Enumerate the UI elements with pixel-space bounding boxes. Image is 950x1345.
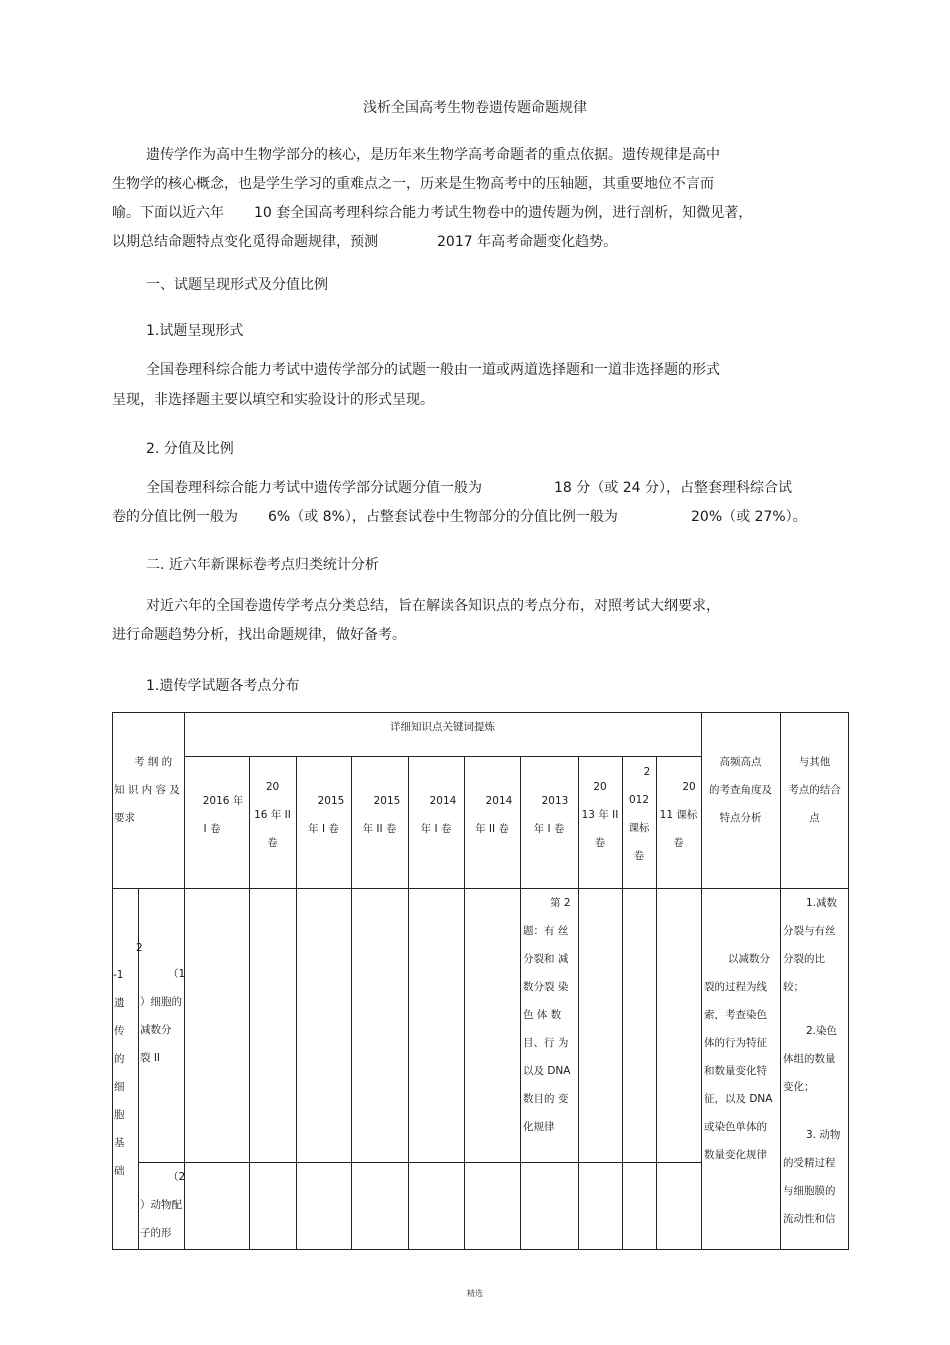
table-hline bbox=[138, 1162, 701, 1163]
header-year-2012: 012 bbox=[628, 794, 650, 806]
row1-feature: 数量变化规律 bbox=[704, 1149, 767, 1161]
group-label: -1 bbox=[113, 969, 124, 981]
table-hline bbox=[184, 756, 701, 757]
intro-line-3b: 10 套全国高考理科综合能力考试生物卷中的遗传题为例，进行剖析，知微见著， bbox=[254, 205, 753, 221]
row1-feature: 以减数分 bbox=[728, 953, 770, 965]
row1-relation: 流动性和信 bbox=[783, 1213, 836, 1225]
row1-2013-cell: 第 2 bbox=[550, 897, 571, 909]
header-feature: 特点分析 bbox=[719, 812, 762, 824]
header-year-2013-i: 年 I 卷 bbox=[533, 823, 565, 835]
group-label: 细 bbox=[114, 1081, 125, 1093]
group-label: 传 bbox=[114, 1025, 125, 1037]
table-vline bbox=[656, 756, 657, 1250]
table-vline bbox=[249, 756, 250, 1250]
row1-feature: 或染色单体的 bbox=[704, 1121, 767, 1133]
sub2-line-2b: 6%（或 8%），占整套试卷中生物部分的分值比例一般为 bbox=[268, 509, 618, 525]
header-year-2014-i: 年 I 卷 bbox=[420, 823, 452, 835]
intro-line-1: 遗传学作为高中生物学部分的核心，是历年来生物学高考命题者的重点依据。遗传规律是高中 bbox=[146, 147, 720, 163]
header-year-2014-ii: 年 II 卷 bbox=[475, 823, 509, 835]
header-year-2016-ii: 20 bbox=[265, 781, 280, 793]
intro-line-3a: 喻。下面以近六年 bbox=[112, 205, 224, 221]
header-relation: 点 bbox=[809, 812, 820, 824]
header-year-2012: 2 bbox=[643, 766, 651, 778]
table-vline bbox=[578, 756, 579, 1250]
row1-2013-cell: 数目的 变 bbox=[523, 1093, 569, 1105]
row1-relation: 体组的数量 bbox=[783, 1053, 836, 1065]
header-year-2013-ii: 卷 bbox=[594, 837, 606, 849]
row1-feature: 和数量变化特 bbox=[704, 1065, 767, 1077]
row1-relation: 与细胞膜的 bbox=[783, 1185, 836, 1197]
row1-relation: 1.减数 bbox=[806, 897, 838, 909]
row1-topic: （1 bbox=[168, 968, 186, 980]
row1-topic: ）细胞的 bbox=[140, 996, 182, 1008]
section2-line-2: 进行命题趋势分析，找出命题规律，做好备考。 bbox=[112, 627, 406, 643]
row1-relation: 变化； bbox=[783, 1081, 815, 1093]
sub1-line-2: 呈现，非选择题主要以填空和实验设计的形式呈现。 bbox=[112, 392, 434, 408]
sub2-line-2c: 20%（或 27%）。 bbox=[691, 509, 807, 525]
group-label: 的 bbox=[114, 1053, 125, 1065]
header-year-2016-ii: 卷 bbox=[267, 837, 278, 849]
row1-relation: 分裂的比 bbox=[783, 953, 825, 965]
row1-feature: 征，以及 DNA bbox=[704, 1093, 773, 1105]
intro-line-2: 生物学的核心概念，也是学生学习的重难点之一，历来是生物高考中的压轴题，其重要地位不言而 bbox=[112, 176, 714, 192]
sub2-line-2a: 卷的分值比例一般为 bbox=[112, 509, 238, 525]
header-year-2015-ii: 2015 bbox=[373, 795, 401, 807]
table-hline bbox=[112, 888, 849, 889]
header-year-2012: 卷 bbox=[633, 850, 645, 862]
row1-2013-cell: 以及 DNA bbox=[523, 1065, 571, 1077]
row1-2013-cell: 化规律 bbox=[523, 1121, 555, 1133]
header-year-2013-ii: 20 bbox=[593, 781, 607, 793]
header-year-2013-ii: 13 年 II bbox=[581, 809, 619, 821]
header-year-2014-i: 2014 bbox=[429, 795, 457, 807]
intro-line-4a: 以期总结命题特点变化觅得命题规律，预测 bbox=[112, 234, 378, 250]
page-footer: 精选 bbox=[467, 1289, 483, 1298]
row1-feature: 索，考查染色 bbox=[704, 1009, 767, 1021]
header-relation: 考点的结合 bbox=[788, 784, 841, 796]
row2-topic: 子的形 bbox=[140, 1227, 172, 1239]
header-year-2011: 20 bbox=[682, 781, 696, 793]
row1-topic: 裂 II bbox=[140, 1052, 161, 1064]
header-year-2015-i: 2015 bbox=[317, 795, 345, 807]
header-year-2013-i: 2013 bbox=[541, 795, 569, 807]
sub2-line-1a: 全国卷理科综合能力考试中遗传学部分试题分值一般为 bbox=[146, 480, 482, 496]
group-label: 2 bbox=[136, 942, 143, 954]
section2-line-1: 对近六年的全国卷遗传学考点分类总结，旨在解读各知识点的考点分布，对照考试大纲要求， bbox=[146, 598, 720, 614]
row1-relation: 较； bbox=[783, 981, 804, 993]
group-label: 基 bbox=[114, 1137, 125, 1149]
page-title: 浅析全国高考生物卷遗传题命题规律 bbox=[363, 100, 587, 116]
header-year-2012: 课标 bbox=[628, 822, 650, 834]
row1-2013-cell: 分裂和 减 bbox=[523, 953, 569, 965]
row1-2013-cell: 色 体 数 bbox=[523, 1009, 562, 1021]
row2-topic: （2 bbox=[168, 1171, 186, 1183]
row1-relation: 3. 动物 bbox=[806, 1129, 841, 1141]
header-feature: 的考查角度及 bbox=[709, 784, 772, 796]
header-year-2015-ii: 年 II 卷 bbox=[362, 823, 397, 835]
group-label: 础 bbox=[114, 1165, 125, 1177]
row1-relation: 的受精过程 bbox=[783, 1157, 836, 1169]
header-syllabus-line: 考 纲 的 bbox=[134, 756, 173, 768]
table-caption: 1.遗传学试题各考点分布 bbox=[146, 678, 300, 694]
row1-2013-cell: 目、行 为 bbox=[523, 1037, 569, 1049]
group-label: 遗 bbox=[114, 997, 125, 1009]
header-year-2016-ii: 16 年 II bbox=[254, 809, 291, 821]
row1-feature: 体的行为特征 bbox=[704, 1037, 767, 1049]
header-syllabus-line: 知 识 内 容 及 bbox=[114, 784, 180, 796]
sub2-line-1b: 18 分（或 24 分），占整套理科综合试 bbox=[554, 480, 792, 496]
row1-feature: 裂的过程为线 bbox=[704, 981, 767, 993]
subheading-1: 1.试题呈现形式 bbox=[146, 323, 244, 339]
section-heading-1: 一、试题呈现形式及分值比例 bbox=[146, 277, 328, 293]
sub1-line-1: 全国卷理科综合能力考试中遗传学部分的试题一般由一道或两道选择题和一道非选择题的形式 bbox=[146, 362, 720, 378]
row1-2013-cell: 题：有 丝 bbox=[523, 925, 569, 937]
row1-relation: 2.染色 bbox=[806, 1025, 838, 1037]
intro-line-4b: 2017 年高考命题变化趋势。 bbox=[437, 234, 618, 250]
row2-topic: ）动物配 bbox=[140, 1199, 182, 1211]
header-syllabus-line: 要求 bbox=[114, 812, 135, 824]
header-keywords: 详细知识点关键词提炼 bbox=[390, 721, 495, 733]
row1-2013-cell: 数分裂 染 bbox=[523, 981, 569, 993]
row1-relation: 分裂与有丝 bbox=[783, 925, 836, 937]
header-year-2014-ii: 2014 bbox=[485, 795, 513, 807]
header-feature: 高频高点 bbox=[719, 756, 762, 768]
header-year-2011: 卷 bbox=[673, 837, 684, 849]
header-relation: 与其他 bbox=[798, 756, 831, 768]
subheading-2: 2. 分值及比例 bbox=[146, 441, 234, 457]
header-year-2016-i: 2016 年 bbox=[202, 795, 244, 807]
section-heading-2: 二. 近六年新课标卷考点归类统计分析 bbox=[146, 557, 379, 573]
row1-topic: 减数分 bbox=[140, 1024, 172, 1036]
group-label: 胞 bbox=[114, 1109, 125, 1121]
header-year-2011: 11 课标 bbox=[659, 809, 698, 821]
header-year-2015-i: 年 I 卷 bbox=[308, 823, 339, 835]
header-year-2016-i: I 卷 bbox=[203, 823, 221, 835]
